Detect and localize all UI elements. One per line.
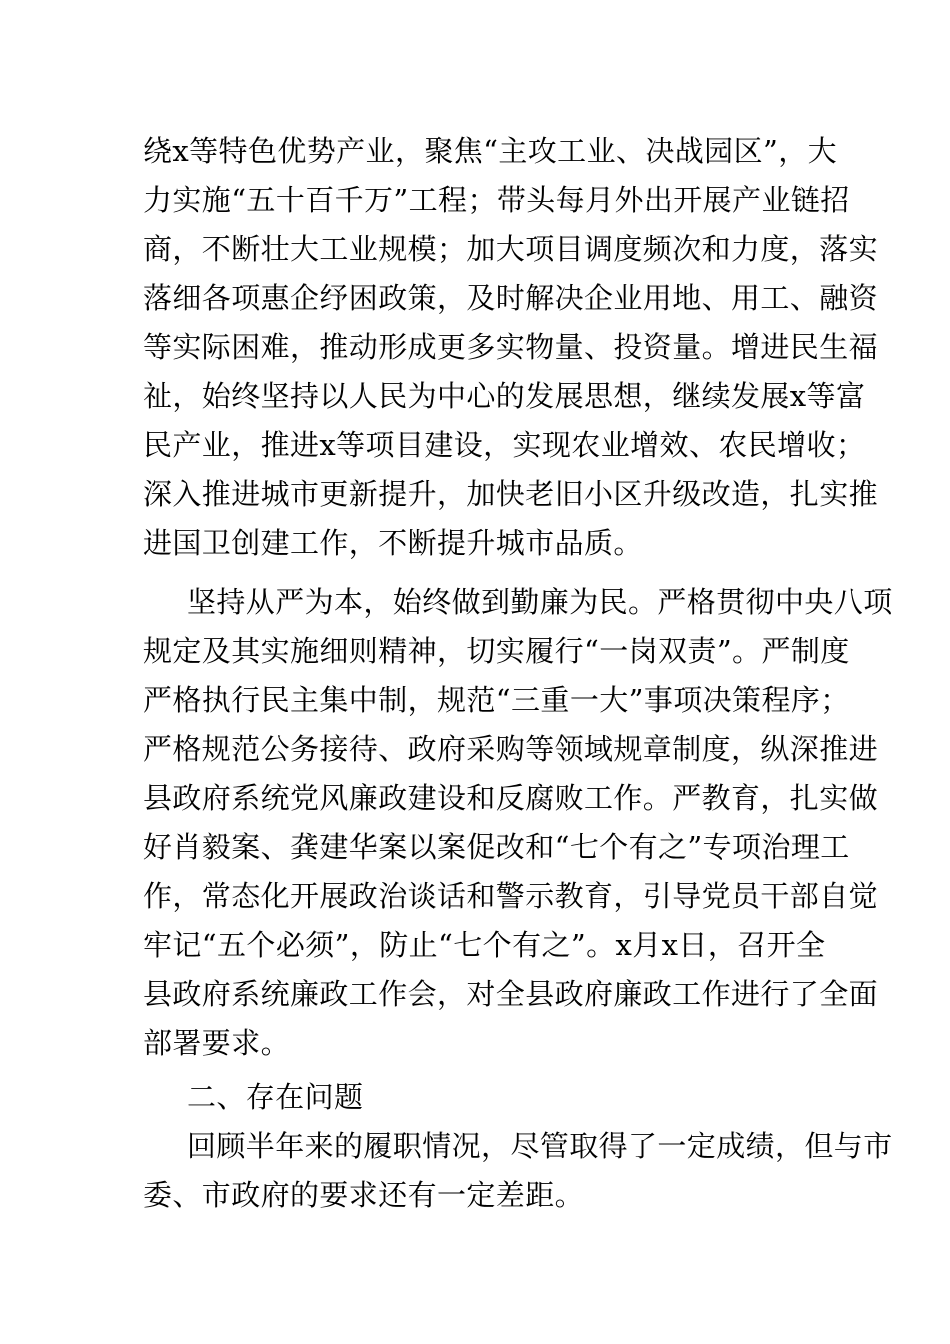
paragraph-integrity	[143, 578, 893, 1068]
text-line: 回顾半年来的履职情况，尽管取得了一定成绩，但与市	[187, 1129, 893, 1163]
text-line: 民产业，推进x等项目建设，实现农业增效、农民增收；	[143, 428, 866, 462]
text-line: 县政府系统党风廉政建设和反腐败工作。严教育，扎实做	[143, 781, 879, 815]
text-line: 绕x等特色优势产业，聚焦“主攻工业、决战园区”，大	[143, 134, 838, 168]
paragraph-problems	[143, 1122, 893, 1220]
text-line: 好肖毅案、龚建华案以案促改和“七个有之”专项治理工	[143, 830, 850, 864]
text-line: 委、市政府的要求还有一定差距。	[143, 1178, 585, 1212]
text-line: 落细各项惠企纾困政策，及时解决企业用地、用工、融资	[143, 281, 879, 315]
text-line: 等实际困难，推动形成更多实物量、投资量。增进民生福	[143, 330, 879, 364]
text-line: 力实施“五十百千万”工程；带头每月外出开展产业链招	[143, 183, 850, 217]
text-line: 严格执行民主集中制，规范“三重一大”事项决策程序；	[143, 683, 850, 717]
text-line: 深入推进城市更新提升，加快老旧小区升级改造，扎实推	[143, 477, 879, 511]
text-line: 牢记“五个必须”，防止“七个有之”。x月x日，召开全	[143, 928, 826, 962]
text-line: 部署要求。	[143, 1026, 291, 1060]
text-line: 作，常态化开展政治谈话和警示教育，引导党员干部自觉	[143, 879, 879, 913]
text-line: 县政府系统廉政工作会，对全县政府廉政工作进行了全面	[143, 977, 879, 1011]
text-line: 商，不断壮大工业规模；加大项目调度频次和力度，落实	[143, 232, 879, 266]
text-line: 祉，始终坚持以人民为中心的发展思想，继续发展x等富	[143, 379, 866, 413]
text-line: 进国卫创建工作，不断提升城市品质。	[143, 526, 643, 560]
section-heading	[143, 1073, 807, 1122]
text-line: 坚持从严为本，始终做到勤廉为民。严格贯彻中央八项	[187, 585, 893, 619]
text-line: 严格规范公务接待、政府采购等领域规章制度，纵深推进	[143, 732, 879, 766]
paragraph-economy	[143, 127, 879, 568]
text-line: 规定及其实施细则精神，切实履行“一岗双责”。严制度	[143, 634, 850, 668]
heading-line: 二、存在问题	[187, 1080, 364, 1114]
